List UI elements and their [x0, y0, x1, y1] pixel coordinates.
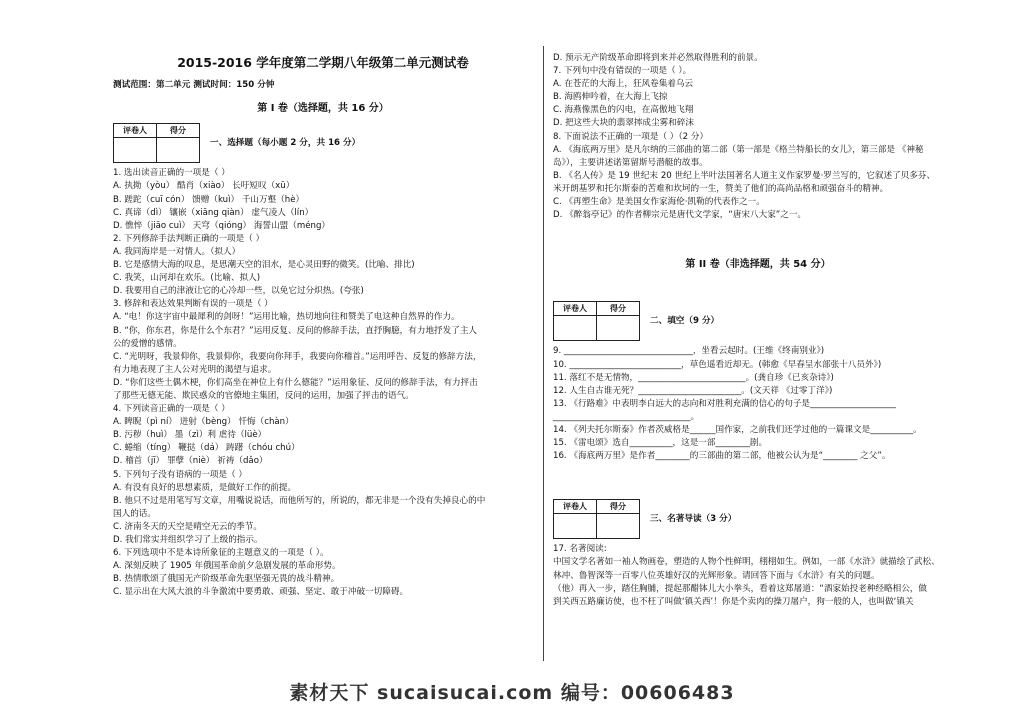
question-line: C. 我笑，山河却在欢乐。(比喻、拟人): [113, 273, 261, 284]
question-line: 6. 下列选项中不是本诗所象征的主题意义的一项是（ ）。: [113, 548, 329, 559]
question-line: C. 《再塑生命》是美国女作家海伦·凯勒的代表作之一。: [553, 197, 765, 208]
exam-title: 2015-2016 学年度第二学期八年级第二单元测试卷: [177, 55, 469, 70]
question-line: C. 蜷缩（tíng） 鞭挞（dá） 踌躇（chóu chú）: [113, 443, 300, 454]
column-divider: [543, 46, 544, 661]
question-line: B. 污秽（huì） 墨（zì）利 虐待（lüè）: [113, 430, 267, 441]
question-line: C. 真谛（dì） 镶嵌（xiāng qiàn） 虚气凌人（lín）: [113, 207, 314, 218]
question-line: D. 憔悴（jiāo cuì） 天穹（qióng） 海誓山盟（méng）: [113, 220, 331, 231]
question-line: 米开朗基罗和托尔斯泰的苦难和坎坷的一生，赞美了他们的高尚品格和顽强奋斗的精神。: [553, 183, 889, 194]
question-line: A. 执拗（yòu） 酷肖（xiào） 长吁短叹（xū）: [113, 181, 295, 192]
question-line: B. 蹉跎（cuī cón） 馈赠（kuì） 千山万壑（hè）: [113, 194, 305, 205]
grader-label: 评卷人: [114, 124, 157, 138]
score-cell: [597, 316, 640, 341]
question-line: 17. 名著阅读:: [553, 544, 607, 555]
grader-cell: [554, 514, 597, 539]
question-line: （他）再入一步，踏住胸脯，提起那醋钵儿大小拳头，看着这郑屠道：“酒家始投老种经略相公，做: [553, 583, 927, 594]
part-2-label: 二、填空（9 分）: [650, 315, 720, 326]
grader-label: 评卷人: [554, 302, 597, 316]
question-line: 9. ______________________________，坐看云起时。(王维《终南别业》): [553, 346, 825, 357]
section-1-title: 第 I 卷（选择题，共 16 分）: [257, 103, 389, 115]
question-line: 1. 选出读音正确的一项是（ ）: [113, 168, 230, 179]
question-line: D. 稽首（jī） 罪孽（niè） 祈祷（dǎo）: [113, 456, 268, 467]
right-fill-list: [553, 345, 963, 463]
question-line: C. 海燕像黑色的闪电，在高傲地飞翔: [553, 105, 694, 116]
right-reading-list: [553, 543, 963, 608]
watermark-banner: [0, 677, 1024, 711]
score-label: 得分: [597, 302, 640, 316]
question-line: 4. 下列读音正确的一项是（ ）: [113, 404, 230, 415]
question-line: A. “电！你这宇宙中最犀利的剑呀！”运用比喻，热切地向往和赞美了电这种自然界的作力。: [113, 312, 460, 323]
question-line: B. “你，你东君，你是什么个东君？”运用反复、反问的修辞手法，直抒胸臆，有力地抒发了主人: [113, 325, 478, 336]
score-cell: [597, 514, 640, 539]
question-line: A. 睥睨（pì ní） 迸射（bèng） 忏悔（chàn）: [113, 417, 294, 428]
grade-table: [553, 499, 640, 539]
question-line: 10. __________________________，草色遥看近却无。(韩愈《早春呈水部张十八员外》): [553, 359, 882, 370]
question-line: D. 《醉翁亭记》的作者柳宗元是唐代文学家，“唐宋八大家”之一。: [553, 210, 807, 221]
score-label: 得分: [597, 500, 640, 514]
grader-cell: [114, 138, 157, 163]
question-line: 到关西五路廉访使，也不枉了叫做‘镇关西’！你是个卖肉的操刀屠户，狗一般的人，也叫做‘镇关: [553, 596, 914, 607]
question-line: A. 我同海岸是一对情人。（拟人）: [113, 246, 241, 257]
grade-box-1: [113, 123, 533, 163]
question-line: D. 把这些大块的翡翠摔成尘雾和碎沫: [553, 118, 694, 129]
question-line: B. 他只不过是用笔写写文章，用嘴说说话，而他所写的，所说的，都无非是一个没有失掉良心的中: [113, 495, 486, 506]
right-column: [553, 52, 963, 609]
question-line: 2. 下列修辞手法判断正确的一项是（ ）: [113, 233, 265, 244]
left-question-list: [113, 167, 533, 599]
grade-box-2: [553, 301, 963, 341]
section-2-title: 第 II 卷（非选择题，共 54 分）: [685, 259, 831, 271]
question-line: ________________________________。: [553, 411, 700, 422]
question-line: 公的爱憎的感情。: [113, 338, 182, 349]
question-line: 14. 《列夫托尔斯泰》作者茨威格是______国作家，之前我们还学过他的一篇课文是__________。: [553, 424, 922, 435]
question-line: 7. 下列句中没有错误的一项是（ ）。: [553, 66, 692, 77]
part-1-label: 一、选择题（每小题 2 分，共 16 分）: [210, 137, 361, 148]
question-line: C. “光明呀，我景仰你，我景仰你，我要向你拜手，我要向你稽首。”运用呼告、反复的修辞方法，: [113, 351, 482, 362]
right-top-list: [553, 52, 963, 222]
question-line: 16. 《海底两万里》是作者________的三部曲的第二部，他被公认为是“________ 之父”。: [553, 451, 891, 462]
question-line: C. 显示出在大风大浪的斗争激流中要勇敢、顽强、坚定、敢于冲破一切障碍。: [113, 587, 409, 598]
question-line: A. 在苍茫的大海上，狂风卷集着乌云: [553, 79, 694, 90]
score-label: 得分: [157, 124, 200, 138]
question-line: D. 我们常实并组织学习了上级的指示。: [113, 535, 263, 545]
question-line: 15. 《雷电颂》选自__________，这是一部________剧。: [553, 438, 768, 449]
question-line: 11. 落红不是无情物，_________________________。(龚自珍《已亥杂诗》): [553, 372, 834, 383]
question-line: B. 热情歌颂了俄国无产阶级革命先驱坚强无畏的战斗精神。: [113, 574, 340, 585]
part-3-label: 三、名著导读（3 分）: [650, 513, 737, 524]
question-line: 国人的话。: [113, 508, 156, 519]
score-cell: [157, 138, 200, 163]
question-line: 13. 《行路难》中表明李白远大的志向和对胜利充满的信心的句子是____________________: [553, 398, 896, 409]
grade-box-3: [553, 499, 963, 539]
question-line: 岛》），主要讲述诺第留斯号潜艇的故事。: [553, 157, 708, 168]
grader-cell: [554, 316, 597, 341]
question-line: 5. 下列句子没有语病的一项是（ ）: [113, 469, 247, 480]
question-line: C. 济南冬天的天空是晴空无云的季节。: [113, 521, 262, 532]
grade-table: [553, 301, 640, 341]
grade-table: [113, 123, 200, 163]
question-line: D. “你们这些土偶木梗，你们高坐在神位上有什么德能？”运用象征、反问的修辞手法，有力抨击: [113, 377, 478, 388]
question-line: A. 《海底两万里》是凡尔纳的三部曲的第二部（第一部是《格兰特船长的女儿》，第三部是 《神秘: [553, 144, 924, 155]
question-line: A. 深刻反映了 1905 年俄国革命前夕急剧发展的革命形势。: [113, 561, 341, 572]
watermark-text: 素材天下 sucaisucai.com 编号：00606483: [289, 682, 735, 704]
exam-meta: 测试范围：第二单元 测试时间：150 分钟: [113, 80, 275, 91]
question-line: 12. 人生自古谁无死？________________________。(文天祥 《过零丁洋》): [553, 385, 833, 396]
question-line: A. 有没有良好的思想素质，是做好工作的前提。: [113, 482, 297, 493]
question-line: B. 《名人传》是 19 世纪末 20 世纪上半叶法国著名人道主义作家罗曼·罗兰写的，它叙述了贝多芬、: [553, 170, 936, 181]
grader-label: 评卷人: [554, 500, 597, 514]
question-line: 中国文学名著如一袖人物画卷，塑造的人物个性鲜明，栩栩如生。例如，一部《水浒》就描绘了武松、: [553, 557, 940, 568]
question-line: 林冲、鲁智深等一百零八位英雄好汉的光辉形象。请回答下面与《水浒》有关的问题。: [553, 570, 880, 581]
question-line: 3. 修辞和表达效果判断有误的一项是（ ）: [113, 299, 273, 310]
left-column: [113, 50, 533, 599]
question-line: D. 我要用自己的津液让它的心冷却一些，以免它过分炽热。(夸张): [113, 286, 364, 297]
question-line: B. 它是感情大海的叹息，是思潮天空的泪水，是心灵田野的微笑。(比喻、排比): [113, 260, 415, 271]
question-line: 有力地表现了主人公对光明的渴望与追求。: [113, 364, 277, 375]
question-line: 了那些无德无能、欺民惑众的官僚地主集团，反问的运用，加强了抨击的语气。: [113, 390, 414, 401]
question-line: D. 预示无产阶级革命即将到来并必然取得胜利的前景。: [553, 53, 763, 63]
question-line: 8. 下面说法不正确的一项是（ ）（2 分）: [553, 131, 709, 142]
question-line: B. 海鸥伸吟着，在大海上飞掠: [553, 92, 668, 103]
